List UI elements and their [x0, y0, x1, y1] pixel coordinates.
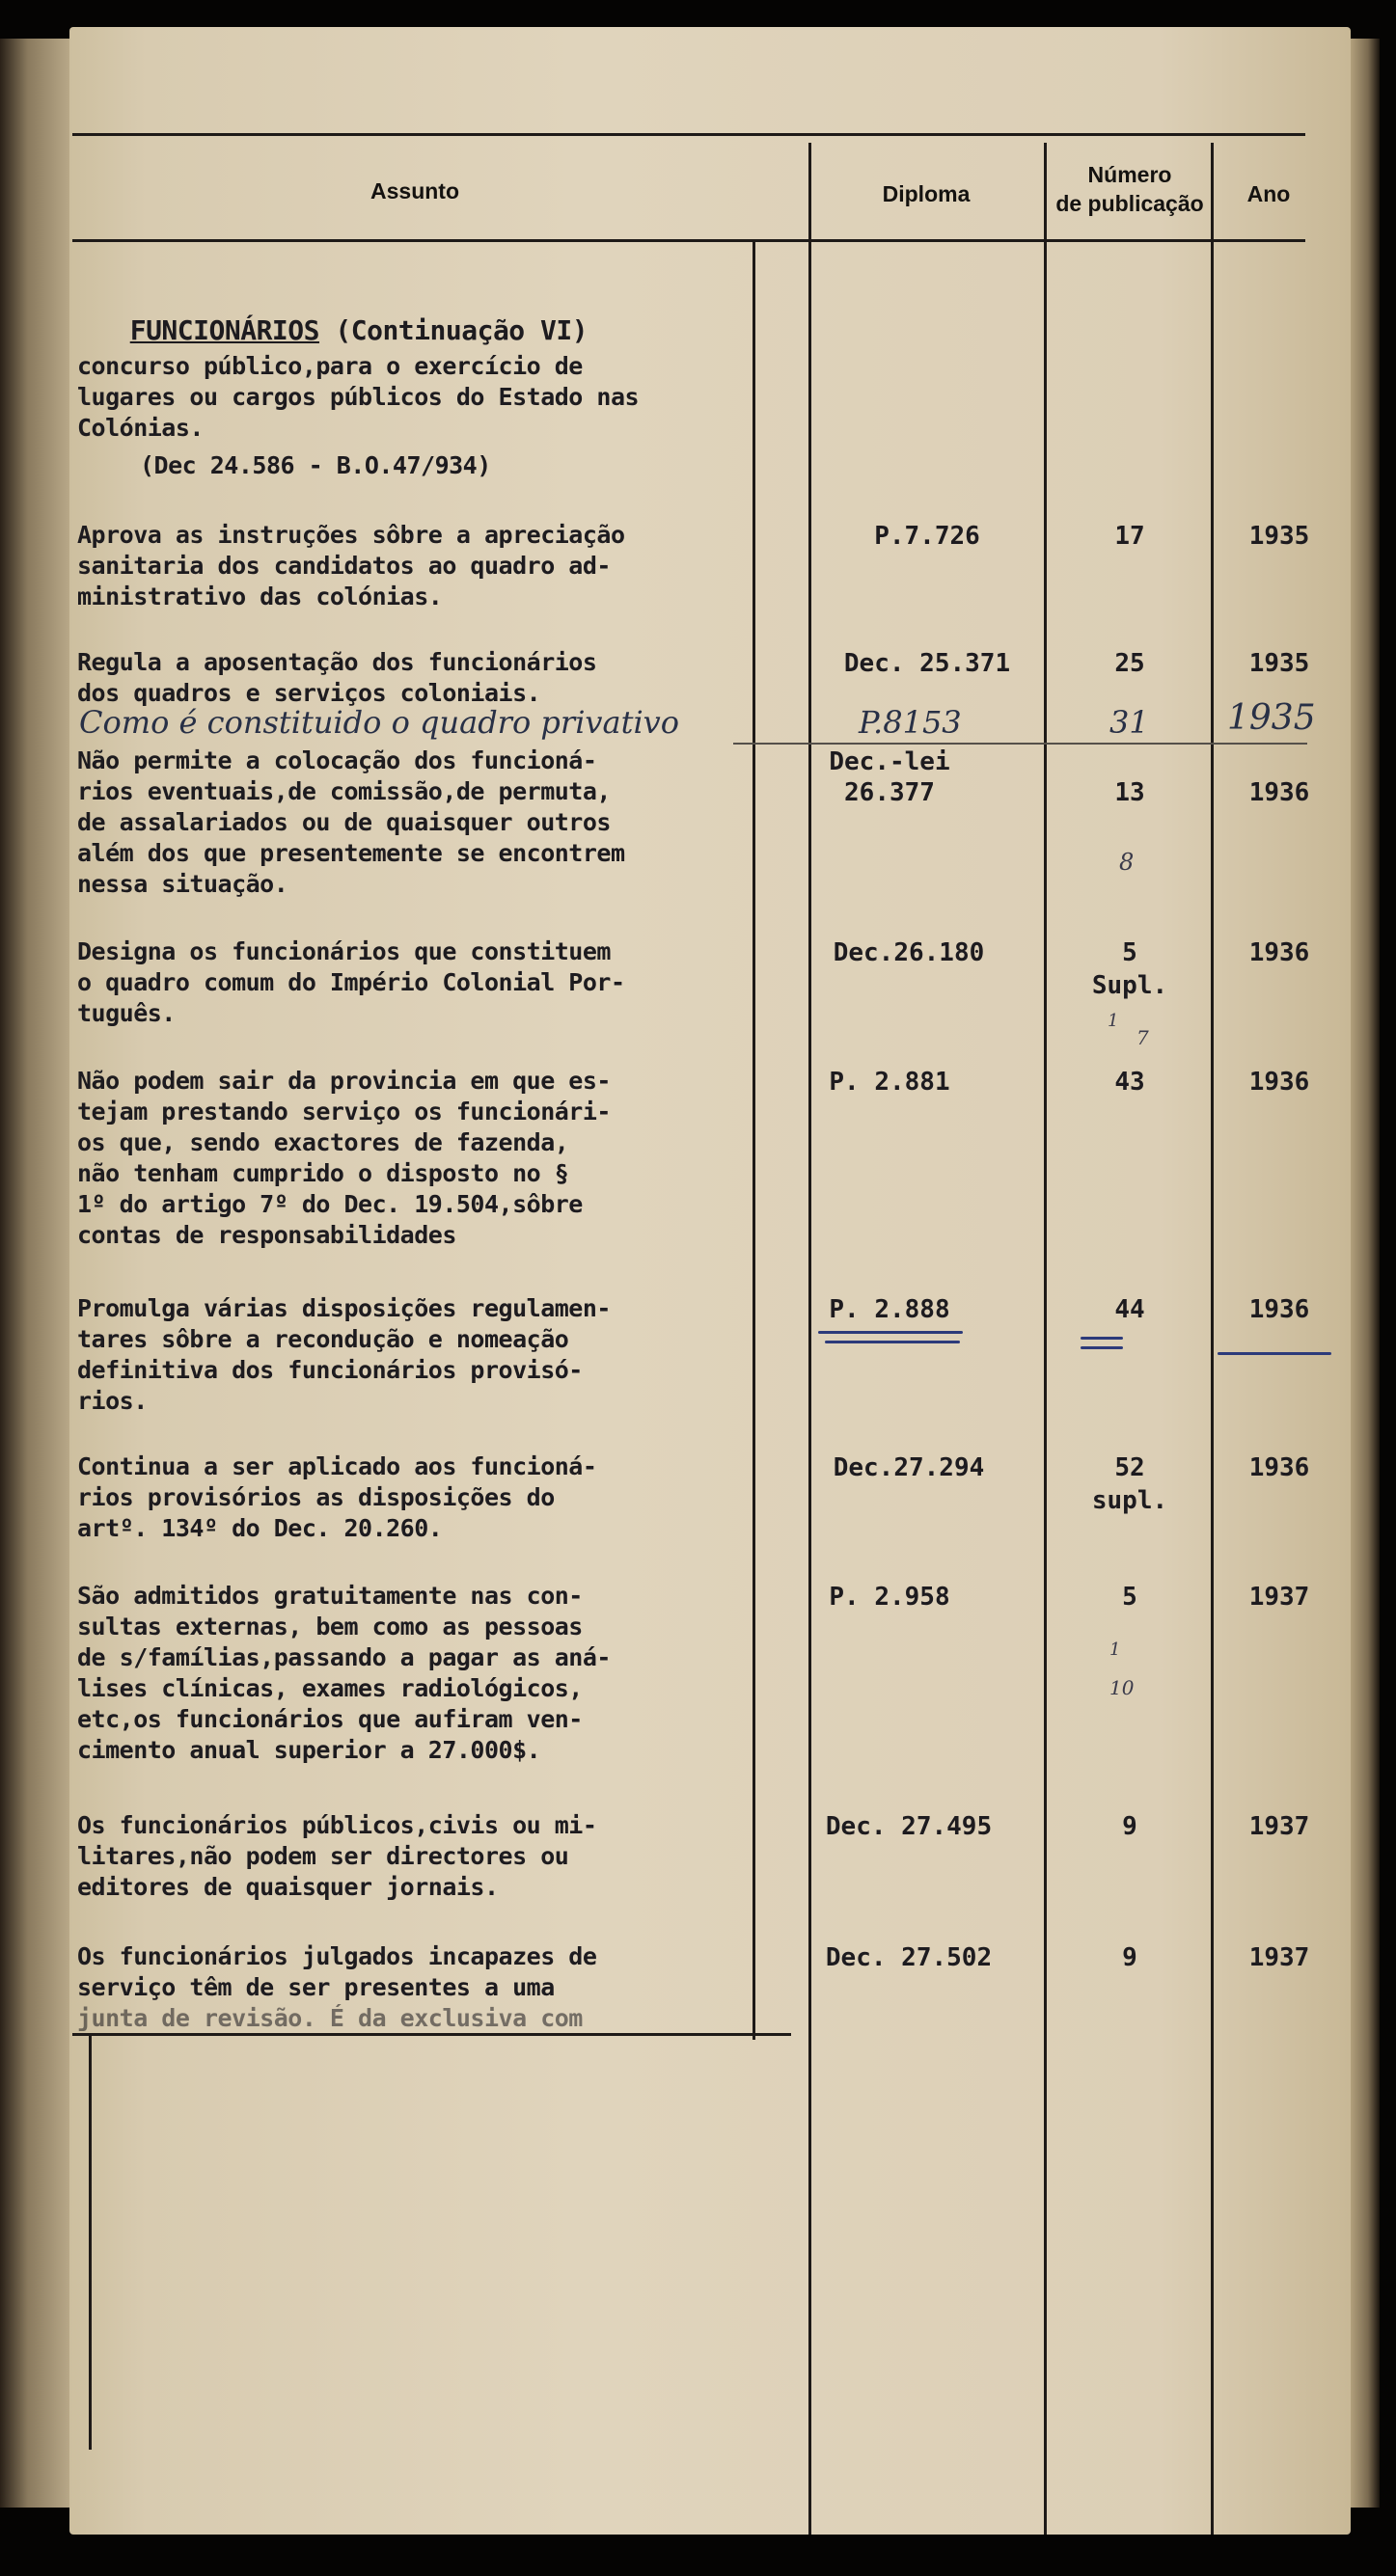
entry-line: editores de quaisquer jornais.	[77, 1873, 499, 1901]
header-assunto: Assunto	[370, 178, 459, 203]
col-rule-assunto	[808, 143, 811, 2535]
entry-line: tejam prestando serviço os funcionári-	[77, 1098, 611, 1125]
entry-line: artº. 134º do Dec. 20.260.	[77, 1514, 443, 1542]
entry-line: Não podem sair da provincia em que es-	[77, 1067, 611, 1095]
entry-numero: 52	[1114, 1453, 1145, 1482]
handwritten-row-rule	[733, 743, 1307, 745]
entry-numero-supl: supl.	[1091, 1486, 1168, 1515]
entry-line: junta de revisão. É da exclusiva com	[77, 2004, 583, 2032]
entry-line: litares,não podem ser directores ou	[77, 1842, 569, 1870]
section-title	[98, 287, 588, 345]
margin-mark: 1	[1108, 1011, 1119, 1031]
header-diploma: Diploma	[882, 181, 971, 206]
entry-numero: 5	[1122, 938, 1137, 967]
entry-ano: 1937	[1248, 1583, 1310, 1612]
entry-numero: 25	[1114, 649, 1145, 678]
entry-ano: 1935	[1248, 522, 1310, 551]
ink-arrow-line	[1218, 1352, 1331, 1355]
section-end-rule	[72, 2033, 791, 2036]
entry-diploma: P.7.726	[874, 522, 980, 551]
entry-diploma: Dec.26.180	[833, 938, 985, 967]
book-edge-right	[1351, 39, 1380, 2508]
entry-line: dos quadros e serviços coloniais.	[77, 679, 541, 707]
entry-line: Continua a ser aplicado aos funcioná-	[77, 1452, 597, 1480]
entry-ano: 1937	[1248, 1943, 1310, 1972]
intro-ref: (Dec 24.586 - B.O.47/934)	[140, 451, 491, 479]
entry-line: rios provisórios as disposições do	[77, 1483, 555, 1511]
entry-line: serviço têm de ser presentes a uma	[77, 1973, 555, 2001]
entry-diploma: P. 2.958	[829, 1583, 950, 1612]
margin-mark: 1	[1109, 1640, 1121, 1660]
entry-line: além dos que presentemente se encontrem	[77, 839, 625, 867]
entry-line: Designa os funcionários que constituem	[77, 937, 611, 965]
entry-line: Regula a aposentação dos funcionários	[77, 648, 597, 676]
entry-ano: 1936	[1248, 1453, 1310, 1482]
entry-line: lises clínicas, exames radiológicos,	[77, 1674, 583, 1702]
handwritten-numero: 31	[1109, 704, 1149, 741]
margin-mark: 7	[1136, 1026, 1149, 1049]
handwritten-diploma: P.8153	[859, 704, 962, 741]
entry-diploma: 26.377	[844, 778, 935, 807]
intro-line: Colónias.	[77, 414, 204, 442]
header-bottom-rule	[72, 239, 1305, 242]
entry-numero-supl: Supl.	[1091, 971, 1168, 1000]
entry-line: nessa situação.	[77, 870, 288, 898]
inner-margin-rule	[753, 241, 755, 2040]
entry-line: Não permite a colocação dos funcioná-	[77, 746, 597, 774]
entry-line: sultas externas, bem como as pessoas	[77, 1613, 583, 1641]
entry-line: de assalariados ou de quaisquer outros	[77, 808, 611, 836]
entry-line: o quadro comum do Império Colonial Por-	[77, 968, 625, 996]
entry-diploma: Dec. 27.502	[825, 1943, 993, 1972]
entry-line: não tenham cumprido o disposto no §	[77, 1159, 569, 1187]
entry-diploma: Dec. 25.371	[843, 649, 1011, 678]
entry-numero: 44	[1114, 1295, 1145, 1324]
book-spine-left	[0, 39, 69, 2508]
ink-underline	[1081, 1346, 1123, 1349]
entry-line: tuguês.	[77, 999, 176, 1027]
entry-line: etc,os funcionários que aufiram ven-	[77, 1705, 583, 1733]
entry-ano: 1936	[1248, 938, 1310, 967]
entry-diploma: P. 2.881	[829, 1068, 950, 1097]
handwritten-ano: 1935	[1227, 698, 1316, 738]
entry-numero: 13	[1114, 778, 1145, 807]
col-rule-numero	[1211, 143, 1214, 2535]
entry-ano: 1936	[1248, 1295, 1310, 1324]
entry-line: rios.	[77, 1387, 148, 1415]
entry-line: rios eventuais,de comissão,de permuta,	[77, 777, 611, 805]
entry-line: Aprova as instruções sôbre a apreciação	[77, 521, 625, 549]
entry-numero: 43	[1114, 1068, 1145, 1097]
ink-underline	[825, 1341, 960, 1343]
section-title-underlined: FUNCIONÁRIOS	[129, 314, 320, 346]
entry-ano: 1936	[1248, 778, 1310, 807]
entry-numero: 17	[1114, 522, 1145, 551]
ink-underline	[1081, 1337, 1123, 1340]
entry-line: Os funcionários julgados incapazes de	[77, 1942, 597, 1970]
entry-line: definitiva dos funcionários provisó-	[77, 1356, 583, 1384]
intro-line: concurso público,para o exercício de	[77, 352, 583, 380]
entry-diploma: P. 2.888	[829, 1295, 950, 1324]
ink-underline	[818, 1331, 963, 1334]
entry-line: São admitidos gratuitamente nas con-	[77, 1582, 583, 1610]
top-rule	[72, 133, 1305, 136]
handwritten-entry: Como é constituido o quadro privativo	[79, 704, 680, 741]
entry-ano: 1935	[1248, 649, 1310, 678]
entry-line: contas de responsabilidades	[77, 1221, 456, 1249]
entry-numero: 5	[1122, 1583, 1137, 1612]
entry-line: sanitaria dos candidatos ao quadro ad-	[77, 552, 611, 580]
entry-numero: 9	[1122, 1943, 1137, 1972]
entry-diploma: Dec. 27.495	[825, 1812, 993, 1841]
left-margin-rule	[89, 2035, 92, 2450]
entry-line: 1º do artigo 7º do Dec. 19.504,sôbre	[77, 1190, 583, 1218]
entry-line: ministrativo das colónias.	[77, 583, 443, 610]
entry-line: Os funcionários públicos,civis ou mi-	[77, 1811, 597, 1839]
entry-line: de s/famílias,passando a pagar as aná-	[77, 1643, 611, 1671]
entry-line: tares sôbre a recondução e nomeação	[77, 1325, 569, 1353]
entry-line: cimento anual superior a 27.000$.	[77, 1736, 541, 1764]
col-rule-diploma	[1044, 143, 1047, 2535]
entry-line: Promulga várias disposições regulamen-	[77, 1294, 611, 1322]
intro-line: lugares ou cargos públicos do Estado nas	[77, 383, 640, 411]
entry-diploma: Dec.-lei	[829, 747, 950, 776]
margin-mark: 8	[1119, 849, 1135, 876]
entry-ano: 1936	[1248, 1068, 1310, 1097]
header-numero-line1: Número	[1087, 162, 1172, 187]
entry-ano: 1937	[1248, 1812, 1310, 1841]
header-numero-line2: de publicação	[1055, 191, 1204, 216]
section-title-rest: (Continuação VI)	[319, 314, 589, 346]
entry-line: os que, sendo exactores de fazenda,	[77, 1128, 569, 1156]
margin-mark: 10	[1109, 1676, 1135, 1699]
entry-numero: 9	[1122, 1812, 1137, 1841]
entry-diploma: Dec.27.294	[833, 1453, 985, 1482]
header-ano: Ano	[1246, 181, 1291, 206]
